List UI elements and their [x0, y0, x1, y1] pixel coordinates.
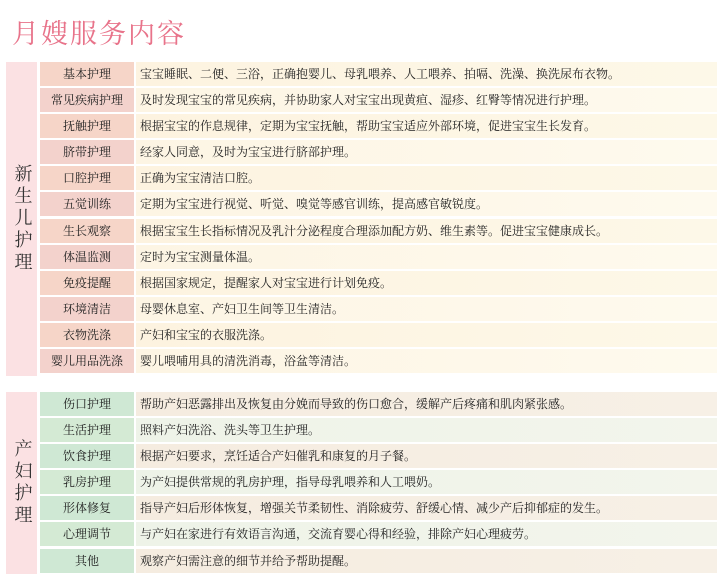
table-row	[40, 496, 717, 520]
table-row	[40, 349, 717, 373]
service-description: 根据产妇要求，烹饪适合产妇催乳和康复的月子餐。	[136, 444, 717, 468]
service-category: 乳房护理	[40, 470, 134, 494]
service-category: 五觉训练	[40, 192, 134, 216]
table-row	[40, 140, 717, 164]
service-category: 口腔护理	[40, 166, 134, 190]
service-category: 抚触护理	[40, 114, 134, 138]
maternal-side-label: 产妇护理	[11, 439, 33, 527]
service-category: 婴儿用品洗涤	[40, 349, 134, 373]
service-description: 指导产妇后形体恢复，增强关节柔韧性、消除疲劳、舒缓心情、减少产后抑郁症的发生。	[136, 496, 717, 520]
service-description: 根据宝宝生长指标情况及乳汁分泌程度合理添加配方奶、维生素等。促进宝宝健康成长。	[136, 219, 717, 243]
table-row	[40, 166, 717, 190]
service-category: 心理调节	[40, 522, 134, 546]
service-description: 与产妇在家进行有效语言沟通，交流育婴心得和经验，排除产妇心理疲劳。	[136, 522, 717, 546]
newborn-side-label: 新生儿护理	[11, 164, 33, 274]
newborn-table	[40, 62, 717, 375]
service-description: 根据宝宝的作息规律，定期为宝宝抚触，帮助宝宝适应外部环境，促进宝宝生长发育。	[136, 114, 717, 138]
table-row	[40, 271, 717, 295]
service-description: 母婴休息室、产妇卫生间等卫生清洁。	[136, 297, 717, 321]
service-description: 婴儿喂哺用具的清洗消毒，浴盆等清洁。	[136, 349, 717, 373]
service-category: 环境清洁	[40, 297, 134, 321]
service-description: 经家人同意，及时为宝宝进行脐部护理。	[136, 140, 717, 164]
table-row	[40, 470, 717, 494]
service-category: 免疫提醒	[40, 271, 134, 295]
table-row	[40, 418, 717, 442]
service-description: 产妇和宝宝的衣服洗涤。	[136, 323, 717, 347]
service-description: 观察产妇需注意的细节并给予帮助提醒。	[136, 549, 717, 573]
service-description: 根据国家规定，提醒家人对宝宝进行计划免疫。	[136, 271, 717, 295]
maternal-care-section	[6, 392, 717, 574]
table-row	[40, 114, 717, 138]
table-row	[40, 444, 717, 468]
service-category: 体温监测	[40, 245, 134, 269]
service-description: 及时发现宝宝的常见疾病，并协助家人对宝宝出现黄疸、湿疹、红臀等情况进行护理。	[136, 88, 717, 112]
service-description: 宝宝睡眠、二便、三浴，正确抱婴儿、母乳喂养、人工喂养、拍嗝、洗澡、换洗尿布衣物。	[136, 62, 717, 86]
service-description: 定期为宝宝进行视觉、听觉、嗅觉等感官训练，提高感官敏锐度。	[136, 192, 717, 216]
service-category: 其他	[40, 549, 134, 573]
service-description: 定时为宝宝测量体温。	[136, 245, 717, 269]
newborn-side-label-box	[6, 62, 37, 376]
table-row	[40, 62, 717, 86]
service-category: 生活护理	[40, 418, 134, 442]
table-row	[40, 88, 717, 112]
table-row	[40, 192, 717, 216]
table-row	[40, 522, 717, 546]
table-row	[40, 549, 717, 573]
service-category: 衣物洗涤	[40, 323, 134, 347]
maternal-side-label-box	[6, 392, 37, 574]
service-category: 形体修复	[40, 496, 134, 520]
service-category: 生长观察	[40, 219, 134, 243]
service-category: 脐带护理	[40, 140, 134, 164]
service-category: 基本护理	[40, 62, 134, 86]
service-category: 伤口护理	[40, 392, 134, 416]
service-category: 饮食护理	[40, 444, 134, 468]
service-description: 正确为宝宝清洁口腔。	[136, 166, 717, 190]
service-description: 帮助产妇恶露排出及恢复由分娩而导致的伤口愈合，缓解产后疼痛和肌肉紧张感。	[136, 392, 717, 416]
table-row	[40, 245, 717, 269]
table-row	[40, 219, 717, 243]
service-category: 常见疾病护理	[40, 88, 134, 112]
newborn-care-section	[6, 62, 717, 376]
table-row	[40, 323, 717, 347]
maternal-table	[40, 392, 717, 575]
page-title: 月嫂服务内容	[12, 19, 186, 50]
service-description: 为产妇提供常规的乳房护理，指导母乳喂养和人工喂奶。	[136, 470, 717, 494]
table-row	[40, 392, 717, 416]
table-row	[40, 297, 717, 321]
service-description: 照料产妇洗浴、洗头等卫生护理。	[136, 418, 717, 442]
